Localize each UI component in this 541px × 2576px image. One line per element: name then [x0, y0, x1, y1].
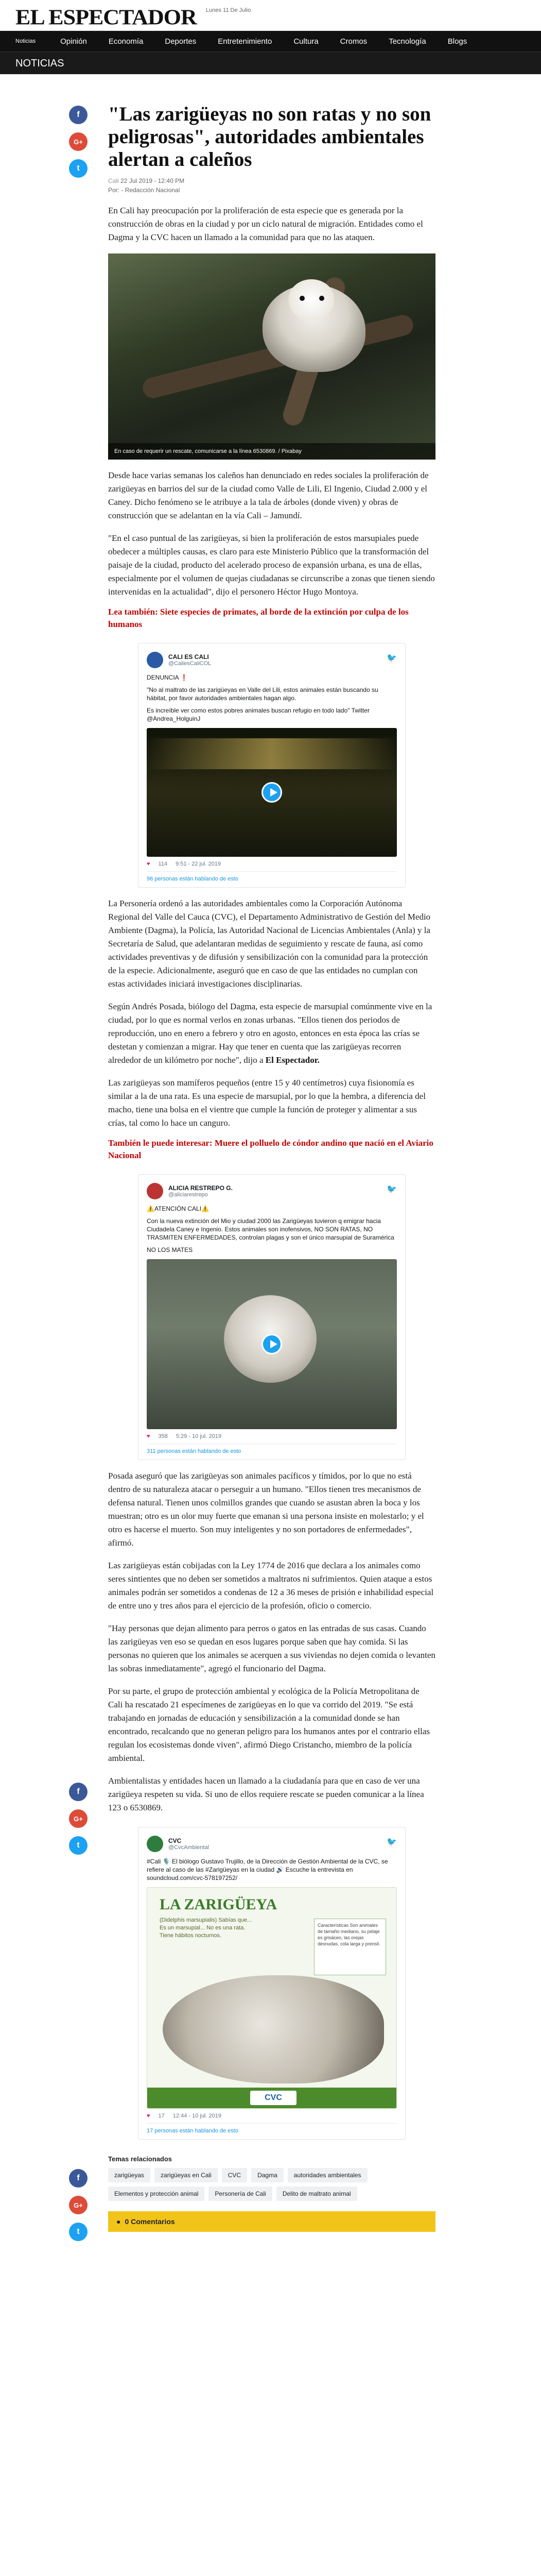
poster-subtitle: (Didelphis marsupialis) Sabías que... Es un marsupial... No es una rata. Tiene hábitos nocturnos.: [160, 1917, 252, 1939]
article-meta: [108, 176, 435, 195]
article-image: [108, 253, 435, 460]
tweet-header: [147, 1835, 397, 1853]
tweet-handle[interactable]: @aliciarestrepo: [168, 1192, 208, 1198]
tweet-header: [147, 651, 397, 669]
comments-label: 0 Comentarios: [125, 2217, 175, 2226]
article: [108, 103, 435, 2232]
twitter-bird-icon[interactable]: 🐦: [387, 1838, 397, 1846]
tweet-video[interactable]: [147, 1259, 397, 1429]
tweet-conversation-link[interactable]: 311 personas están hablando de esto: [147, 1444, 397, 1454]
paragraph: Las zarigüeyas son mamíferos pequeños (entre 15 y 40 centímetros) cuya fisionomía es similar a la de una rata. Es una especie de marsupial, por lo que la hembra, a diferencia del macho, tiene una bolsa en el vientre que cumple la función de proteger y alimentar a sus crías, tal como lo hace un canguro.: [108, 1078, 426, 1128]
source-name: El Espectador.: [265, 1055, 320, 1065]
tags-title: Temas relacionados: [108, 2155, 172, 2163]
paragraph: "Hay personas que dejan alimento para perros o gatos en las entradas de sus casas. Cuando las zarigüeyas ven eso se quedan en esos lugares porque saben que hay comida. Si las personas no quieren que los animales se acerquen a sus viviendas no dejen comida o levanten las sobras inmediatamente", agregó el funcionario del Dagma.: [108, 1623, 435, 1673]
tweet-text: #Cali 🎙️ El biólogo Gustavo Trujillo, de la Dirección de Gestión Ambiental de la CVC, se refiere al caso de las #Zarigüeyas en la ciudad 🔊 Escuche la entrevista en soundcloud.com/cvc-578197252/: [147, 1858, 388, 1882]
tweet-text: "No al maltrato de las zarigüeyas en Valle del Lili, estos animales están buscando su hábitat, por favor autoridades ambientales hagan algo.: [147, 686, 378, 702]
tweet-footer: [147, 1433, 397, 1439]
tag-list: [108, 2168, 438, 2201]
nav-entretenimiento[interactable]: Entretenimiento: [218, 37, 272, 46]
tweet-text: Es increíble ver como estos pobres animales buscan refugio en todo lado" Twitter @Andrea_HolguinJ: [147, 707, 370, 722]
like-count: 358: [158, 1433, 168, 1439]
paragraph: [108, 1000, 435, 1067]
paragraph: Por su parte, el grupo de protección ambiental y ecológica de la Policía Metropolitana de Cali ha rescatado 21 especímenes de zarigüeyas en lo que va corrido del 2019. "Se está trabajando en jornadas de educación y sensibilización a la comunidad donde se han encontrado, recalcando que no generan peligro para los humanos antes por el contrario ellas regulan los ecosistemas donde viven", afirmó Diego Cristancho, miembro de la policía ambiental.: [108, 1686, 430, 1763]
tweet-time[interactable]: 5:29 - 10 jul. 2019: [176, 1433, 221, 1439]
section-title[interactable]: NOTICIAS: [15, 58, 64, 69]
tweet-author[interactable]: CALI ES CALI: [168, 653, 209, 660]
tweet-header: [147, 1182, 397, 1200]
tag[interactable]: autoridades ambientales: [288, 2168, 368, 2182]
article-lead: En Cali hay preocupación por la proliferación de esta especie que es generada por la construcción de obras en la ciudad y por un ciclo natural de migración. Entidades como el Dagma y la CVC hacen un llamado a la comunidad para que no las ataquen.: [108, 206, 423, 242]
comments-button[interactable]: [108, 2211, 435, 2232]
nav-deportes[interactable]: Deportes: [165, 37, 197, 46]
share-bar-top: [69, 106, 88, 186]
nav-blogs[interactable]: Blogs: [447, 37, 467, 46]
tag[interactable]: zarigüeyas: [108, 2168, 150, 2182]
paragraph: Ambientalistas y entidades hacen un llamado a la ciudadanía para que en caso de ver una zarigüeya respeten su vida. Si uno de ellos requiere rescate se pueden comunicar a la línea 123 o 6530869.: [108, 1776, 424, 1812]
heart-icon[interactable]: ♥: [147, 861, 150, 867]
article-author[interactable]: Por: - Redacción Nacional: [108, 187, 180, 194]
tweet-text: ⚠️ATENCIÓN CALI⚠️: [147, 1205, 210, 1212]
tweet-footer: [147, 861, 397, 867]
like-count: 114: [158, 861, 168, 867]
opossum-eye: [300, 296, 305, 301]
play-icon[interactable]: [261, 782, 282, 803]
twitter-icon[interactable]: t: [69, 1836, 88, 1855]
video-frame: [147, 738, 397, 769]
nav-tecnologia[interactable]: Tecnología: [389, 37, 426, 46]
tweet-handle[interactable]: @CvcAmbiental: [168, 1844, 210, 1851]
tag[interactable]: CVC: [222, 2168, 247, 2182]
image-caption: En caso de requerir un rescate, comunicarse a la línea 6530869. / Pixabay: [108, 443, 435, 460]
paragraph-text: Según Andrés Posada, biólogo del Dagma, esta especie de marsupial comúnmente vive en la ciudad, por lo que es normal verlos en zonas urbanas. "Ellos tienen dos periodos de reproducción, uno en enero a febrero y otro en agosto, entonces en esta época las crías se destetan y comienzan a migrar. Hay que tener en cuenta que las zarigüeyas recorren alrededor de un kilómetro por noche", dijo a: [108, 1002, 432, 1065]
article-date: 22 Jul 2019 - 12:40 PM: [120, 177, 185, 184]
poster-title: LA ZARIGÜEYA: [160, 1896, 277, 1913]
comment-icon: ●: [116, 2217, 121, 2226]
nav-noticias[interactable]: Noticias: [15, 38, 36, 44]
tag[interactable]: Dagma: [251, 2168, 284, 2182]
facebook-icon[interactable]: f: [69, 106, 88, 124]
date-label: Cali: [108, 177, 119, 184]
twitter-bird-icon[interactable]: 🐦: [387, 654, 397, 663]
site-logo[interactable]: EL ESPECTADOR: [15, 5, 197, 29]
tweet-handle[interactable]: @CaliesCaliCOL: [168, 660, 212, 667]
tag[interactable]: zarigüeyas en Cali: [154, 2168, 218, 2182]
embedded-tweet[interactable]: [138, 643, 406, 888]
paragraph: Desde hace varias semanas los caleños han denunciado en redes sociales la proliferación de zarigüeyas en barrios del sur de la ciudad como Valle de Lili, El Ingenio, Ciudad 2.000 y el Caney. Dicho fenómeno se le atribuye a la tala de árboles (donde viven) y obras de construcción que se adelantan en la vía Cali – Jamundí.: [108, 470, 429, 520]
tweet-text: DENUNCIA ❗: [147, 674, 188, 681]
avatar[interactable]: [147, 1836, 163, 1852]
share-bar-mid: [69, 1783, 88, 1863]
tweet-text: Con la nueva extinción del Mio y ciudad 2000 las Zarigüeyas tuvieron q emigrar hacia Ciudadela Caney e Ingenio. Estos animales son inofensivos, NO SON RATAS, NO TRASMITEN ENFERMEDADES, controlan plagas y son el único marsupial de Suramérica: [147, 1217, 394, 1241]
tweet-time[interactable]: 9:51 - 22 jul. 2019: [176, 861, 221, 867]
googleplus-icon[interactable]: G+: [69, 2196, 88, 2214]
section-bar: [0, 52, 541, 74]
embedded-tweet[interactable]: [138, 1174, 406, 1460]
avatar[interactable]: [147, 1183, 163, 1199]
main-nav: [0, 31, 541, 52]
googleplus-icon[interactable]: G+: [69, 132, 88, 151]
tweet-footer: [147, 2113, 397, 2119]
embedded-tweet[interactable]: [138, 1827, 406, 2140]
avatar[interactable]: [147, 652, 163, 668]
paragraph: La Personería ordenó a las autoridades ambientales como la Corporación Autónoma Regional del Valle del Cauca (CVC), el Departamento Administrativo de Gestión del Medio Ambiente (Dagma), la Policía, las Autoridad Nacional de Licencias Ambientales (Anla) y la Secretaría de Salud, que adelantaran medidas de seguimiento y rescate de fauna, así como actividades preventivas y de difusión y sensibilización con la comunidad para la protección de la especie. Adicionalmente, aseguró que en caso de que las entidades no cumplan con estas actividades iniciará investigaciones disciplinarias.: [108, 899, 431, 989]
related-link[interactable]: También le puede interesar: Muere el polluelo de cóndor andino que nació en el Aviario Nacional: [108, 1138, 433, 1160]
related-link[interactable]: Lea también: Siete especies de primates, al borde de la extinción por culpa de los humanos: [108, 607, 409, 629]
paragraph: Las zarigüeyas están cobijadas con la Ley 1774 de 2016 que declara a los animales como seres sintientes que no deben ser sometidos a maltratos ni sufrimientos. Quien ataque a estos animales podrán ser sometidos a condenas de 12 a 36 meses de prisión e inhabilidad especial de entre uno y tres años para el ejercicio de la profesión, oficio o comercio.: [108, 1561, 434, 1611]
header-date: Lunes 11 De Julio: [206, 7, 251, 13]
twitter-bird-icon[interactable]: 🐦: [387, 1185, 397, 1194]
nav-cultura[interactable]: Cultura: [293, 37, 319, 46]
nav-economia[interactable]: Economía: [108, 37, 144, 46]
tag[interactable]: Elementos y protección animal: [108, 2187, 204, 2201]
poster-info-box: Características Son animales de tamaño mediano, su pelaje es grisáceo, las orejas desnudas, cola larga y prensil.: [314, 1919, 386, 1975]
tweet-time[interactable]: 12:44 - 10 jul. 2019: [172, 2113, 221, 2119]
tweet-video[interactable]: [147, 728, 397, 857]
nav-opinion[interactable]: Opinión: [60, 37, 87, 46]
opossum-photo: [163, 1975, 384, 2083]
article-title: "Las zarigüeyas no son ratas y no son peligrosas", autoridades ambientales alertan a caleños: [108, 103, 431, 171]
tag[interactable]: Delito de maltrato animal: [276, 2187, 357, 2201]
like-count: 17: [158, 2113, 165, 2119]
opossum-face: [288, 279, 335, 320]
tweet-author[interactable]: ALICIA RESTREPO G.: [168, 1184, 233, 1192]
opossum-eye: [319, 296, 324, 301]
tweet-conversation-link[interactable]: 96 personas están hablando de esto: [147, 871, 397, 882]
tweet-author[interactable]: CVC: [168, 1837, 182, 1844]
heart-icon[interactable]: ♥: [147, 2113, 150, 2119]
tag[interactable]: Personería de Cali: [208, 2187, 272, 2201]
paragraph: Posada aseguró que las zarigüeyas son animales pacíficos y tímidos, por lo que no está dentro de su naturaleza atacar o perseguir a un humano. "Ellos tienen tres mecanismos de defensa natural. Tienen unos colmillos grandes que cuando se asustan abren la boca y los muestran; otro es un olor muy fuerte que emanan si una persona insiste en molestarlo; y el otro es hacerse el muerto. Son muy inteligentes y no son portadores de enfermedades", afirmó.: [108, 1471, 424, 1548]
facebook-icon[interactable]: f: [69, 2169, 88, 2188]
paragraph: "En el caso puntual de las zarigüeyas, si bien la proliferación de estos marsupiales puede obedecer a múltiples causas, es claro para este Ministerio Público que la transformación del paisaje de la ciudad, producto del acelerado proceso de expansión urbana, es una de ellas, especialmente por el volumen de quejas ciudadanas se circunscribe a zonas que tienen siendo intervenidas en la actualidad", dijo el personero Héctor Hugo Montoya.: [108, 533, 435, 597]
twitter-icon[interactable]: t: [69, 2223, 88, 2241]
site-header: [0, 0, 541, 31]
facebook-icon[interactable]: f: [69, 1783, 88, 1801]
twitter-icon[interactable]: t: [69, 159, 88, 178]
tweet-text: NO LOS MATES: [147, 1246, 193, 1253]
googleplus-icon[interactable]: G+: [69, 1809, 88, 1828]
tweet-conversation-link[interactable]: 17 personas están hablando de esto: [147, 2123, 397, 2134]
share-bar-bottom: [69, 2169, 88, 2249]
nav-cromos[interactable]: Cromos: [340, 37, 368, 46]
heart-icon[interactable]: ♥: [147, 1433, 150, 1439]
cvc-logo: CVC: [250, 2091, 296, 2105]
tweet-image[interactable]: [147, 1887, 397, 2109]
play-icon[interactable]: [261, 1334, 282, 1354]
